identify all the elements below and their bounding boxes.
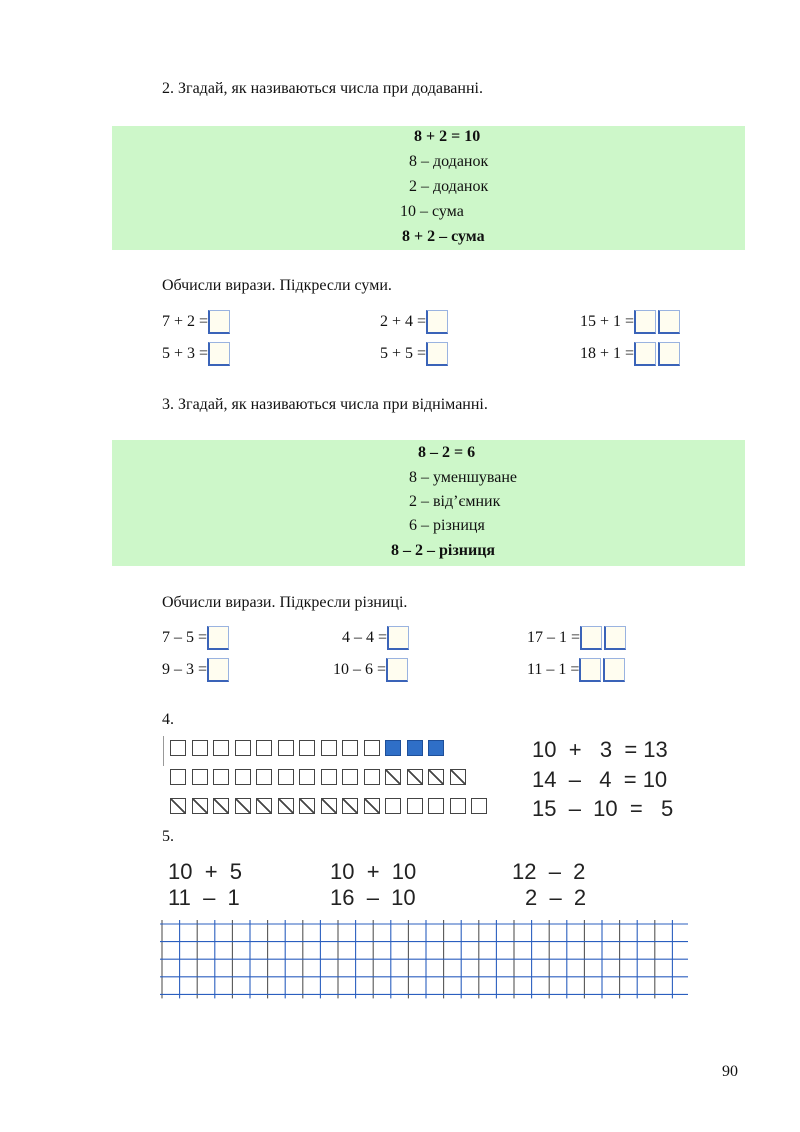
exercise-row bbox=[162, 342, 230, 366]
expression: 2 + 4 = bbox=[380, 313, 427, 330]
counting-square bbox=[428, 769, 444, 785]
expression: 10 + 5 bbox=[168, 859, 243, 884]
counting-square bbox=[299, 740, 315, 756]
answer-box[interactable] bbox=[207, 658, 229, 682]
exercise-row bbox=[162, 626, 229, 650]
counting-square bbox=[235, 740, 251, 756]
addend-2-label: 2 – доданок bbox=[409, 178, 489, 195]
subtraction-terms-box bbox=[112, 440, 745, 566]
answer-box[interactable] bbox=[634, 310, 656, 334]
task2-instruction: Обчисли вирази. Підкресли суми. bbox=[162, 277, 392, 294]
grid-lines bbox=[160, 920, 688, 1000]
answer-box[interactable] bbox=[387, 626, 409, 650]
sum-expression-label: 8 + 2 – сума bbox=[402, 228, 485, 245]
answer-grid[interactable] bbox=[160, 920, 688, 1005]
counting-square bbox=[428, 740, 444, 756]
addend-1-label: 8 – доданок bbox=[409, 153, 489, 170]
counting-square bbox=[256, 769, 272, 785]
counting-square bbox=[235, 769, 251, 785]
expression: 11 – 1 = bbox=[527, 661, 580, 678]
answer-box[interactable] bbox=[208, 342, 230, 366]
counting-square bbox=[278, 798, 294, 814]
counting-square bbox=[192, 740, 208, 756]
counting-square bbox=[407, 740, 423, 756]
counting-square bbox=[170, 740, 186, 756]
counting-square bbox=[192, 769, 208, 785]
counting-square bbox=[450, 769, 466, 785]
task2-title: 2. Згадай, як називаються числа при додаванні. bbox=[162, 80, 483, 97]
counting-square bbox=[213, 798, 229, 814]
addition-example: 8 + 2 = 10 bbox=[414, 128, 481, 145]
expression: 9 – 3 = bbox=[162, 661, 208, 678]
exercise-row bbox=[580, 342, 680, 366]
expression: 4 – 4 = bbox=[342, 629, 388, 646]
equation-1: 10 + 3 = 13 bbox=[532, 737, 668, 762]
expression: 10 – 6 = bbox=[333, 661, 387, 678]
sum-label: 10 – сума bbox=[400, 203, 464, 220]
expression: 7 + 2 = bbox=[162, 313, 209, 330]
answer-box[interactable] bbox=[634, 342, 656, 366]
counting-square bbox=[364, 740, 380, 756]
counting-square bbox=[385, 740, 401, 756]
exercise-row bbox=[380, 310, 448, 334]
answer-box[interactable] bbox=[208, 310, 230, 334]
expression: 5 + 3 = bbox=[162, 345, 209, 362]
counting-square bbox=[321, 740, 337, 756]
task5-label: 5. bbox=[162, 828, 174, 845]
equation-2: 14 – 4 = 10 bbox=[532, 767, 668, 792]
counting-square bbox=[170, 769, 186, 785]
expression: 10 + 10 bbox=[330, 859, 417, 884]
counting-square bbox=[364, 769, 380, 785]
counting-square bbox=[278, 740, 294, 756]
page-number: 90 bbox=[722, 1063, 738, 1080]
margin-mark bbox=[163, 736, 164, 766]
difference-expression-label: 8 – 2 – різниця bbox=[391, 542, 496, 559]
task3-instruction: Обчисли вирази. Підкресли різниці. bbox=[162, 594, 408, 611]
counting-square bbox=[256, 740, 272, 756]
counting-square bbox=[321, 769, 337, 785]
counting-square bbox=[342, 769, 358, 785]
expression: 18 + 1 = bbox=[580, 345, 635, 362]
exercise-row bbox=[380, 342, 448, 366]
subtrahend-label: 2 – від’ємник bbox=[409, 493, 501, 510]
answer-box[interactable] bbox=[426, 342, 448, 366]
exercise-row bbox=[162, 310, 230, 334]
answer-box[interactable] bbox=[658, 310, 680, 334]
answer-box[interactable] bbox=[658, 342, 680, 366]
counting-square bbox=[170, 798, 186, 814]
minuend-label: 8 – уменшуване bbox=[409, 469, 518, 486]
counting-square bbox=[385, 798, 401, 814]
exercise-row bbox=[162, 658, 229, 682]
counting-square bbox=[213, 740, 229, 756]
answer-box[interactable] bbox=[386, 658, 408, 682]
counting-square bbox=[342, 740, 358, 756]
counting-square bbox=[278, 769, 294, 785]
counting-square bbox=[213, 769, 229, 785]
exercise-row bbox=[342, 626, 409, 650]
expression: 2 – 2 bbox=[525, 885, 587, 910]
expression: 17 – 1 = bbox=[527, 629, 581, 646]
counting-square bbox=[450, 798, 466, 814]
expression: 5 + 5 = bbox=[380, 345, 427, 362]
answer-box[interactable] bbox=[604, 626, 626, 650]
addition-terms-box bbox=[112, 126, 745, 250]
counting-square bbox=[428, 798, 444, 814]
difference-label: 6 – різниця bbox=[409, 517, 485, 534]
counting-square bbox=[364, 798, 380, 814]
counting-square bbox=[407, 769, 423, 785]
answer-box[interactable] bbox=[426, 310, 448, 334]
exercise-row bbox=[333, 658, 408, 682]
counting-square bbox=[471, 798, 487, 814]
equation-3: 15 – 10 = 5 bbox=[532, 796, 674, 821]
answer-box[interactable] bbox=[579, 658, 601, 682]
expression: 16 – 10 bbox=[330, 885, 416, 910]
expression: 11 – 1 bbox=[168, 885, 240, 910]
exercise-row bbox=[580, 310, 680, 334]
counting-square bbox=[256, 798, 272, 814]
task4-label: 4. bbox=[162, 711, 174, 728]
answer-box[interactable] bbox=[603, 658, 625, 682]
answer-box[interactable] bbox=[207, 626, 229, 650]
exercise-row bbox=[527, 626, 626, 650]
counting-square bbox=[385, 769, 401, 785]
subtraction-example: 8 – 2 = 6 bbox=[418, 444, 476, 461]
expression: 15 + 1 = bbox=[580, 313, 635, 330]
counting-square bbox=[321, 798, 337, 814]
counting-square bbox=[342, 798, 358, 814]
counting-square bbox=[299, 798, 315, 814]
exercise-row bbox=[527, 658, 625, 682]
counting-square bbox=[299, 769, 315, 785]
counting-square bbox=[407, 798, 423, 814]
task3-title: 3. Згадай, як називаються числа при відніманні. bbox=[162, 396, 488, 413]
expression: 12 – 2 bbox=[512, 859, 586, 884]
counting-square bbox=[235, 798, 251, 814]
expression: 7 – 5 = bbox=[162, 629, 208, 646]
answer-box[interactable] bbox=[580, 626, 602, 650]
counting-square bbox=[192, 798, 208, 814]
